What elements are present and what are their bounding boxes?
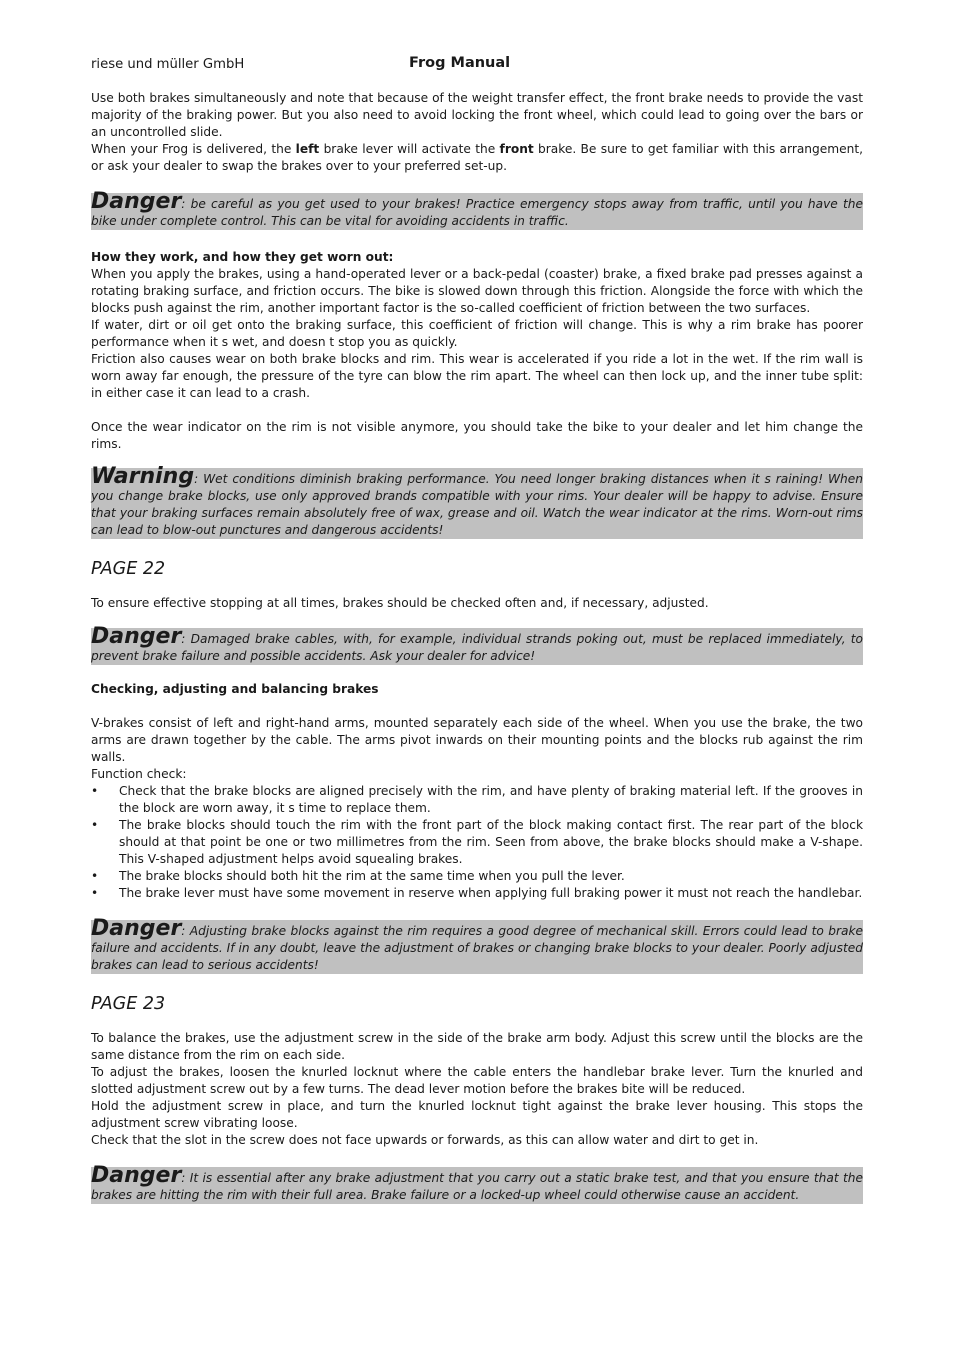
wear-paragraph-3: Friction also causes wear on both brake blocks and rim. This wear is accelerated if you ride a lot in the wet. If the rim wall is worn away far enough, the pressure of the tyre can blow the rim apart. The wheel can then lock up, and the inner tube split: in either case it can lead to a crash. xyxy=(91,352,863,400)
company-name: riese und müller GmbH xyxy=(91,57,245,72)
function-check-list xyxy=(91,783,863,902)
danger-keyword: Danger xyxy=(91,1163,182,1188)
danger-text: : Damaged brake cables, with, for example, individual strands poking out, must be replaced immediately, to prevent brake failure and possible accidents. Ask your dealer for advice! xyxy=(91,632,863,663)
warning-keyword: Warning xyxy=(91,464,195,489)
page23-paragraph-3: Hold the adjustment screw in place, and turn the knurled locknut tight against the brake lever housing. This stops the adjustment screw vibrating loose. xyxy=(91,1099,863,1130)
page23-paragraph-2: To adjust the brakes, loosen the knurled locknut where the cable enters the handlebar brake lever. Turn the knurled and slotted adjustment screw out by a few turns. The dead lever motion before the brakes bite will be reduced. xyxy=(91,1065,863,1096)
warning-callout xyxy=(91,464,863,539)
section-heading-wear: How they work, and how they get worn out: xyxy=(91,250,394,264)
warning-text: : Wet conditions diminish braking performance. You need longer braking distances when it s raining! When you change brake blocks, use only approved brands compatible with your rims. Your dealer will be happy to advise. Ensure that your braking surfaces remain absolutely free of wax, grease and oil. Watch the wear indicator at the rims. Worn-out rims can lead to blow-out punctures and dangerous accidents! xyxy=(91,472,863,537)
page23-paragraph-1: To balance the brakes, use the adjustment screw in the side of the brake arm body. Adjust this screw until the blocks are the same distance from the rim on each side. xyxy=(91,1031,863,1062)
list-item: • The brake blocks should touch the rim with the front part of the block making contact first. The rear part of the block should at that point be one or two millimetres from the rim. Seen from above, the brake blocks should make a V-shape. This V-shaped adjustment helps avoid squealing brakes. xyxy=(119,817,863,868)
intro-paragraph-1: Use both brakes simultaneously and note that because of the weight transfer effect, the front brake needs to provide the vast majority of the braking power. But you also need to avoid locking the front wheel, which could lead to going over the bars or an uncontrolled slide. xyxy=(91,91,863,139)
page-label-23: PAGE 23 xyxy=(91,994,166,1014)
page23-paragraph-4: Check that the slot in the screw does not face upwards or forwards, as this can allow water and dirt to get in. xyxy=(91,1133,759,1147)
function-check-label: Function check: xyxy=(91,767,187,781)
page-header xyxy=(91,57,863,79)
list-item: • The brake blocks should both hit the rim at the same time when you pull the lever. xyxy=(119,868,863,885)
manual-page xyxy=(91,57,863,1204)
danger-text: : be careful as you get used to your brakes! Practice emergency stops away from traffic, until you have the bike under complete control. This can be vital for avoiding accidents in traffic. xyxy=(91,197,863,228)
intro-emphasis-front: front xyxy=(499,142,534,156)
wear-paragraph-2: If water, dirt or oil get onto the braking surface, this coefficient of friction will change. This is why a rim brake has poorer performance when it s wet, and doesn t stop you as quickly. xyxy=(91,318,863,349)
danger-keyword: Danger xyxy=(91,916,182,941)
danger-callout-3 xyxy=(91,916,863,974)
intro-emphasis-left: left xyxy=(295,142,320,156)
document-title: Frog Manual xyxy=(409,55,511,71)
danger-keyword: Danger xyxy=(91,189,182,214)
wear-paragraph-1: When you apply the brakes, using a hand-operated lever or a back-pedal (coaster) brake, a fixed brake pad presses against a rotating braking surface, and friction occurs. The bike is slowed down through this friction. Alongside the force with which the blocks push against the rim, another important factor is the so-called coefficient of friction between the two surfaces. xyxy=(91,267,863,315)
danger-callout-4 xyxy=(91,1163,863,1204)
intro-text: brake lever will activate the xyxy=(319,142,500,156)
intro-text: When your Frog is delivered, the xyxy=(91,142,296,156)
list-item: • The brake lever must have some movement in reserve when applying full braking power it must not reach the handlebar. xyxy=(119,885,863,902)
danger-callout-2 xyxy=(91,624,863,665)
page22-paragraph: To ensure effective stopping at all times, brakes should be checked often and, if necessary, adjusted. xyxy=(91,596,709,610)
danger-callout-1 xyxy=(91,189,863,230)
danger-text: : Adjusting brake blocks against the rim requires a good degree of mechanical skill. Errors could lead to brake failure and accidents. If in any doubt, leave the adjustment of brakes or changing brake blocks to your dealer. Poorly adjusted brakes can lead to serious accidents! xyxy=(91,924,863,972)
list-item: • Check that the brake blocks are aligned precisely with the rim, and have plenty of braking material left. If the grooves in the block are worn away, it s time to replace them. xyxy=(119,783,863,817)
section-heading-checking: Checking, adjusting and balancing brakes xyxy=(91,682,379,696)
checking-paragraph-1: V-brakes consist of left and right-hand arms, mounted separately each side of the wheel. When you use the brake, the two arms are drawn together by the cable. The arms pivot inwards on their mounting points and the blocks rub against the rim walls. xyxy=(91,716,863,764)
page-label-22: PAGE 22 xyxy=(91,559,166,579)
wear-paragraph-4: Once the wear indicator on the rim is not visible anymore, you should take the bike to your dealer and let him change the rims. xyxy=(91,420,863,451)
danger-keyword: Danger xyxy=(91,624,182,649)
danger-text: : It is essential after any brake adjustment that you carry out a static brake test, and that you ensure that the brakes are hitting the rim with their full area. Brake failure or a locked-up wheel could otherwise cause an accident. xyxy=(91,1171,863,1202)
intro-text: brake. Be sure to get familiar with this arrangement, or ask your dealer to swap the brakes over to your preferred set-up. xyxy=(91,142,864,173)
intro-paragraph-2 xyxy=(91,141,863,175)
